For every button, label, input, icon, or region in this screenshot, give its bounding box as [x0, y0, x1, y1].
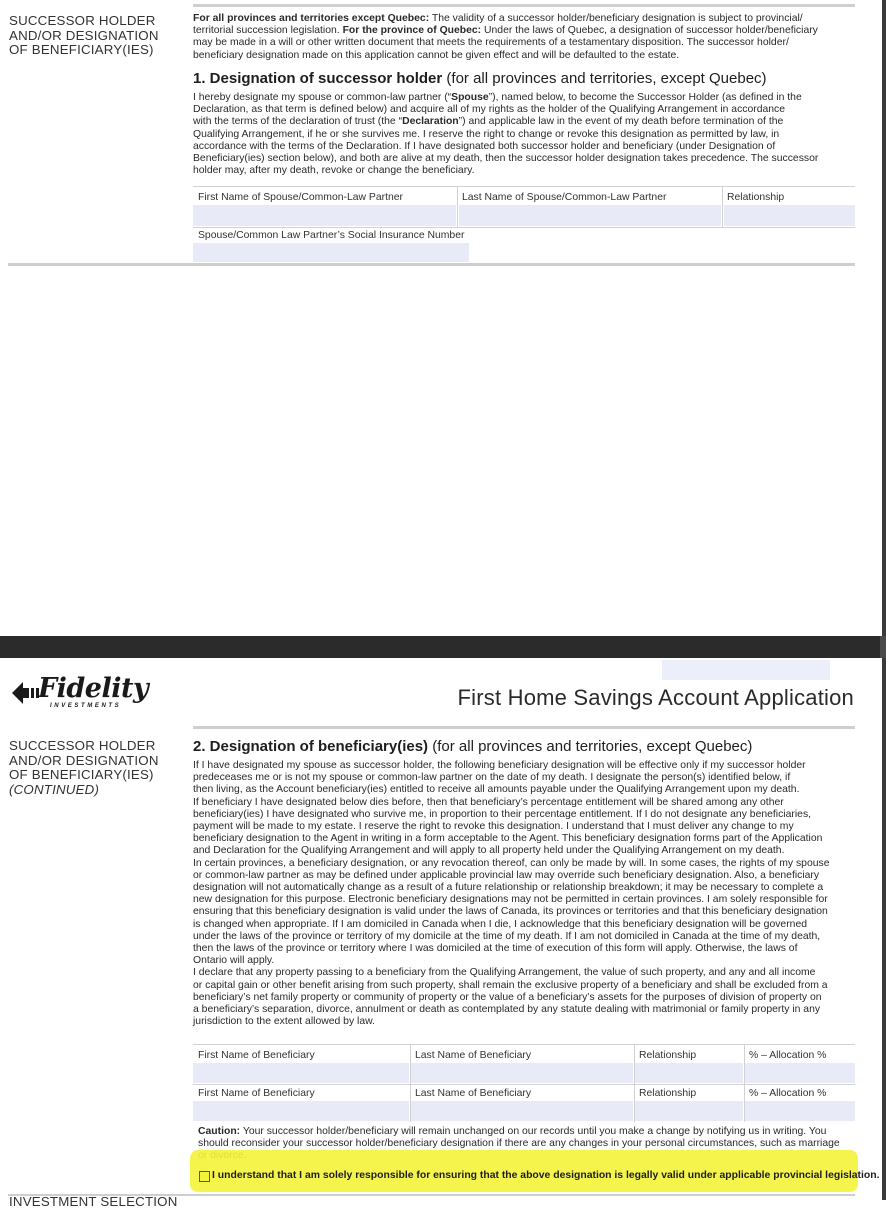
successor-holder-heading: 1. Designation of successor holder (for all provinces and territories, except Quebec)	[193, 70, 767, 87]
text-line: I hereby designate my spouse or common-law partner (“Spouse”), named below, to become the Successor Holder (as defined in the	[193, 92, 802, 103]
beneficiary-body	[193, 760, 853, 1028]
intro-paragraph	[193, 13, 853, 62]
text-line: under the laws of the province or territory of my domicile at the time of my death. If I am not domiciled in Canada at the time of my death,	[193, 930, 821, 942]
text-line: beneficiary designation to the Agent in writing in a form acceptable to the Agent. This beneficiary designation forms part of the Application	[193, 833, 823, 845]
spouse-last-name-input[interactable]	[459, 205, 721, 226]
text-line: In certain provinces, a beneficiary designation, or any revocation thereof, can only be made by will. In some cases, the rights of my spouse	[193, 857, 830, 869]
beneficiary-first-name-label: First Name of Beneficiary	[198, 1088, 315, 1099]
table-top-rule	[193, 1044, 855, 1045]
text-line: Ontario will apply.	[193, 955, 275, 967]
beneficiary-1-allocation-input[interactable]	[745, 1063, 855, 1083]
relationship-label: Relationship	[727, 192, 785, 203]
text-line: beneficiary(ies) I have designated who survive me, in proportion to their percentage entitlement. If I do not designate any beneficiaries,	[193, 808, 812, 820]
spouse-first-name-input[interactable]	[193, 205, 456, 226]
text-line: is changed when appropriate. If I am domiciled in Canada when I die, I acknowledge that this beneficiary designation will be governed	[193, 918, 807, 930]
text-line: and Declaration for the Qualifying Arrangement and will apply to all property held under the Qualifying Arrangement on my death.	[193, 845, 785, 857]
field-top-rule	[193, 186, 855, 187]
page-break	[0, 636, 886, 658]
allocation-label: % – Allocation %	[749, 1088, 827, 1099]
text-line: or common-law partner as may be defined under applicable provincial law may override such beneficiary designation. Also, a beneficiary	[193, 869, 820, 881]
account-number-field[interactable]	[662, 660, 830, 680]
beneficiary-heading: 2. Designation of beneficiary(ies) (for all provinces and territories, except Quebec)	[193, 738, 753, 755]
beneficiary-2-relationship-input[interactable]	[635, 1101, 743, 1121]
text-line: beneficiary’s net family property or community of property or the value of a beneficiary’s assets for the purposes of division of property on	[193, 991, 822, 1003]
beneficiary-1-first-name-input[interactable]	[193, 1063, 409, 1083]
page-edge	[882, 0, 886, 636]
text-line: Beneficiary(ies) section below), and both are alive at my death, then the successor holder designation takes precedence. The successor	[193, 153, 819, 165]
field-rule	[193, 227, 855, 228]
spouse-first-name-label: First Name of Spouse/Common-Law Partner	[198, 192, 404, 203]
beneficiary-2-last-name-input[interactable]	[411, 1101, 633, 1121]
acknowledgement-text: I understand that I am solely responsible for ensuring that the above designation is legally valid under applicable provincial legislation.	[212, 1170, 880, 1181]
beneficiary-last-name-label: Last Name of Beneficiary	[415, 1088, 532, 1099]
divider	[722, 187, 723, 227]
sin-input[interactable]	[193, 243, 469, 262]
divider	[744, 1045, 745, 1122]
divider	[457, 187, 458, 227]
text-line: a beneficiary’s separation, divorce, annulment or death as contemplated by any statute dealing with matrimonial or family property in any	[193, 1004, 821, 1016]
document-title: First Home Savings Account Application	[457, 685, 854, 710]
text-line: jurisdiction to the extent allowed by law.	[193, 1016, 375, 1028]
text-line: may be made in a will or other written document that meets the requirements of a testamentary disposition. The successor holder/	[193, 37, 789, 49]
text-line: then the laws of the province or territory where I was domiciled at the time of execution of this form will apply. Otherwise, the laws of	[193, 943, 798, 955]
text-line: For all provinces and territories except Quebec: The validity of a successor holder/beneficiary designation is subject to provincial/	[193, 13, 803, 24]
acknowledgement-checkbox[interactable]	[199, 1171, 210, 1182]
relationship-label: Relationship	[639, 1088, 697, 1099]
section-label: SUCCESSOR HOLDER AND/OR DESIGNATION OF BENEFICIARY(IES) (CONTINUED)	[9, 738, 159, 797]
table-row-rule	[193, 1084, 855, 1085]
text-line: designation will not automatically change as a result of a future relationship or relationship breakdown; it may be necessary to complete a	[193, 882, 824, 894]
text-line: beneficiary designation made on this application cannot be given effect and will be defaulted to the estate.	[193, 49, 680, 61]
divider	[634, 1045, 635, 1122]
beneficiary-1-relationship-input[interactable]	[635, 1063, 743, 1083]
text-line: If beneficiary I have designated below dies before, then that beneficiary’s percentage entitlement will be shared among any other	[193, 796, 784, 808]
beneficiary-first-name-label: First Name of Beneficiary	[198, 1050, 315, 1061]
text-line: payment will be made to my estate. I reserve the right to revoke this designation. I understand that I must deliver any change to my	[193, 821, 794, 833]
relationship-input[interactable]	[724, 205, 855, 226]
text-line: with the terms of the declaration of trust (the “Declaration”) and applicable law in the event of my death before termination of the	[193, 116, 784, 128]
text-line: predeceases me or is not my spouse or common-law partner on the date of my death. I designate the person(s) identified below, if	[193, 772, 791, 784]
text-line: ensuring that this beneficiary designation is valid under the laws of Canada, its provinces or territories and that this beneficiary designation	[193, 906, 828, 918]
text-line: then living, as the Account beneficiary(ies) entitled to receive all amounts payable under the Qualifying Arrangement upon my death.	[193, 784, 800, 796]
successor-holder-body	[193, 92, 853, 177]
text-line: If I have designated my spouse as successor holder, the following beneficiary designation will be effective only if my successor holder	[193, 760, 806, 771]
beneficiary-2-first-name-input[interactable]	[193, 1101, 409, 1121]
fidelity-mark-icon	[10, 679, 40, 707]
beneficiary-1-last-name-input[interactable]	[411, 1063, 633, 1083]
text-line: holder may, after my death, revoke or change the beneficiary.	[193, 165, 475, 177]
text-line: or capital gain or other benefit arising from such property, shall remain the exclusive property of a beneficiary and shall be excluded from a	[193, 979, 828, 991]
text-line: Qualifying Arrangement, if he or she survives me. I reserve the right to change or revoke this designation as permitted by law, in	[193, 128, 780, 140]
next-section-label: INVESTMENT SELECTION	[9, 1194, 178, 1209]
text-line: new designation for this purpose. Electronic beneficiary designations may not be permitted in certain provinces. I am solely responsible for	[193, 894, 828, 906]
top-rule	[193, 4, 855, 7]
spouse-last-name-label: Last Name of Spouse/Common-Law Partner	[462, 192, 667, 203]
relationship-label: Relationship	[639, 1050, 697, 1061]
text-line: I declare that any property passing to a beneficiary from the Qualifying Arrangement, the value of such property, and any and all income	[193, 967, 816, 979]
text-line: accordance with the terms of the Declaration. If I have designated both successor holder and beneficiary (under Designation of	[193, 140, 776, 152]
header-rule	[193, 726, 855, 729]
text-line: territorial succession legislation. For the province of Quebec: Under the laws of Quebec, a designation of successor holder/beneficiary	[193, 25, 818, 37]
beneficiary-last-name-label: Last Name of Beneficiary	[415, 1050, 532, 1061]
page-edge	[882, 658, 886, 1200]
text-line: Declaration, as that term is defined below) and acquire all of my rights as the holder of the Qualifying Arrangement in accordance	[193, 104, 786, 116]
beneficiary-2-allocation-input[interactable]	[745, 1101, 855, 1121]
fidelity-logo: Fidelity INVESTMENTS	[10, 676, 160, 716]
caution-note: Caution: Your successor holder/beneficiary will remain unchanged on our records until you make a change by notifying us in writing. You should reconsider your successor holder/beneficiary designation if there are any changes in your personal circumstances, such as marriage	[198, 1126, 840, 1150]
divider	[410, 1045, 411, 1122]
section-end-rule	[8, 263, 855, 266]
allocation-label: % – Allocation %	[749, 1050, 827, 1061]
sin-label: Spouse/Common Law Partner’s Social Insurance Number	[198, 230, 465, 241]
section-label: SUCCESSOR HOLDER AND/OR DESIGNATION OF BENEFICIARY(IES)	[9, 13, 159, 57]
